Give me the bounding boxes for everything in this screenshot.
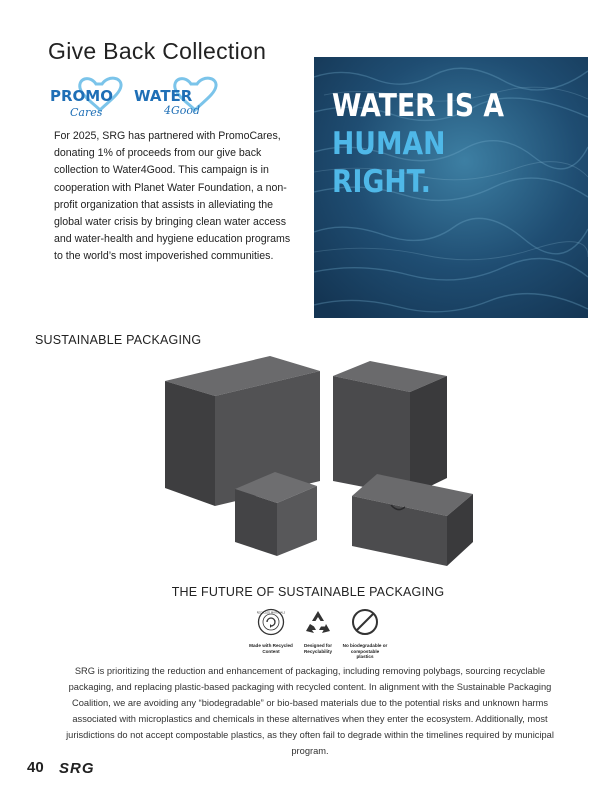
section-heading-future: THE FUTURE OF SUSTAINABLE PACKAGING bbox=[171, 585, 445, 599]
rectangular-box bbox=[352, 474, 473, 566]
intro-paragraph: For 2025, SRG has partnered with PromoCares, donating 1% of proceeds from our give back collection to Water4Good. This campaign is in cooperation with Planet Water Foundation, a non-profit organization that assists in alleviating the global water crisis by bringing clean water access and water-health and hygiene education programs to the world’s most impoverished communities. bbox=[54, 130, 291, 263]
page-number: 40 bbox=[27, 759, 44, 776]
water4good-logo bbox=[134, 78, 216, 117]
recycled-content-icon bbox=[257, 608, 285, 636]
water4good-line2: 4Good bbox=[164, 104, 201, 117]
promocares-logo bbox=[50, 78, 121, 119]
promocares-line2: Cares bbox=[70, 106, 103, 119]
sustainability-icons bbox=[248, 608, 388, 660]
icon-recycled-content bbox=[248, 608, 294, 654]
packaging-boxes-image bbox=[155, 356, 485, 566]
promocares-line1: PROMO bbox=[50, 87, 113, 105]
water4good-line1: WATER bbox=[134, 87, 193, 105]
recycle-icon bbox=[304, 608, 332, 636]
tall-box bbox=[333, 361, 447, 496]
cube-box bbox=[235, 472, 317, 556]
icon-recyclability bbox=[295, 608, 341, 654]
hero-line-3: RIGHT. bbox=[332, 164, 431, 200]
hero-line-2: HUMAN bbox=[332, 126, 446, 162]
packaging-paragraph: SRG is prioritizing the reduction and enhancement of packaging, including removing polybags, sourcing recyclable packaging, and replacing plastic-based packaging with recycled content. In alignment with the Sustainable Packaging Coalition, we are avoiding any “biodegradable” or bio-based materials due to the potential risks and unknown harms associated with microplastics and chemicals in these alternatives when they enter the ecosystem. Additionally, most jurisdictions do not accept compostable plastics, as they often fail to degrade within the timelines required by municipal program. bbox=[66, 666, 554, 756]
icon-caption-no-biodegradable: No biodegradable or compostable plastics bbox=[342, 643, 388, 659]
hero-line-1: WATER IS A bbox=[332, 88, 505, 124]
icon-caption-recyclability: Designed for Recyclability bbox=[303, 643, 333, 654]
section-heading-sustainable: SUSTAINABLE PACKAGING bbox=[35, 333, 202, 347]
partner-logos bbox=[46, 74, 226, 124]
hero-water-image bbox=[314, 57, 588, 318]
hero-headline bbox=[332, 87, 504, 201]
recycled-badge-text: RECYCLED MATERIALS bbox=[257, 611, 285, 615]
icon-no-biodegradable bbox=[342, 608, 388, 660]
no-symbol-icon bbox=[351, 608, 379, 636]
brand-logo: SRG bbox=[59, 760, 95, 777]
page-title: Give Back Collection bbox=[48, 38, 267, 64]
icon-caption-recycled: Made with Recycled Content bbox=[249, 643, 293, 654]
